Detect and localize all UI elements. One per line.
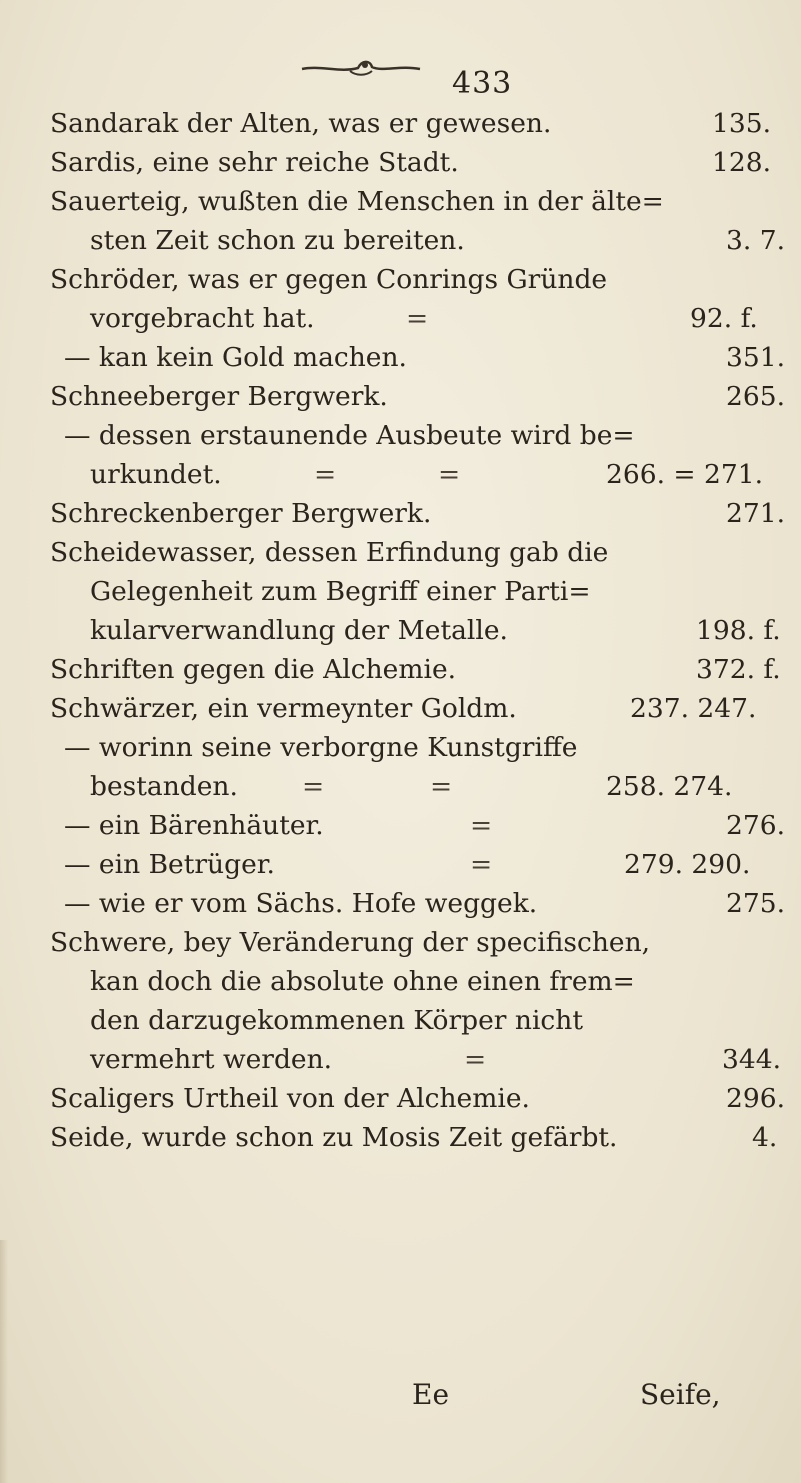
- catchword-left: Ee: [412, 1378, 450, 1411]
- ditto-mark: =: [406, 303, 429, 334]
- page-ref: 4.: [752, 1122, 778, 1153]
- entry-text: Gelegenheit zum Begriff einer Parti=: [90, 576, 591, 607]
- index-line: [50, 377, 790, 416]
- entry-text: Schriften gegen die Alchemie.: [50, 654, 457, 685]
- entry-text: Schwärzer, ein vermeynter Goldm.: [50, 693, 517, 724]
- entry-text: sten Zeit schon zu bereiten.: [90, 225, 465, 256]
- page-ref: 351.: [726, 342, 786, 373]
- entry-text: den darzugekommenen Körper nicht: [90, 1005, 583, 1036]
- catchword-right: Seife,: [640, 1378, 721, 1411]
- entry-text: — kan kein Gold machen.: [64, 342, 407, 373]
- entry-text: — worinn seine verborgne Kunstgriffe: [64, 732, 578, 763]
- entry-text: Schröder, was er gegen Conrings Gründe: [50, 264, 608, 295]
- index-line: [50, 260, 790, 299]
- ornament-icon: [300, 56, 422, 78]
- index-line: [50, 299, 790, 338]
- page-edge: [0, 1240, 8, 1483]
- page-ref: 198. f.: [696, 615, 781, 646]
- page-ref: 296.: [726, 1083, 786, 1114]
- entry-text: — dessen erstaunende Ausbeute wird be=: [64, 420, 635, 451]
- entry-text: — ein Betrüger.: [64, 849, 275, 880]
- index-line: [50, 416, 790, 455]
- entry-text: Seide, wurde schon zu Mosis Zeit gefärbt.: [50, 1122, 618, 1153]
- page-ref: 265.: [726, 381, 786, 412]
- entry-text: Schneeberger Bergwerk.: [50, 381, 388, 412]
- page-ref: 344.: [722, 1044, 782, 1075]
- page-number: 433: [452, 66, 513, 101]
- entry-text: bestanden.: [90, 771, 238, 802]
- page-ref: 372. f.: [696, 654, 781, 685]
- index-line: [50, 533, 790, 572]
- entry-text: Sandarak der Alten, was er gewesen.: [50, 108, 552, 139]
- index-line: [50, 650, 790, 689]
- page-ref: 92. f.: [690, 303, 758, 334]
- index-line: [50, 221, 790, 260]
- page-ref: 271.: [726, 498, 786, 529]
- entry-text: kularverwandlung der Metalle.: [90, 615, 508, 646]
- index-line: [50, 182, 790, 221]
- entry-text: Scheidewasser, dessen Erfindung gab die: [50, 537, 609, 568]
- ditto-mark: =: [464, 1044, 487, 1075]
- index-line: [50, 689, 790, 728]
- page-ref: 279. 290.: [624, 849, 751, 880]
- index-line: [50, 923, 790, 962]
- page-ref: 128.: [712, 147, 772, 178]
- index-line: [50, 455, 790, 494]
- index-line: [50, 884, 790, 923]
- page-ref: 275.: [726, 888, 786, 919]
- index-line: [50, 1079, 790, 1118]
- index-entries: [50, 104, 790, 1157]
- index-line: [50, 962, 790, 1001]
- ditto-mark: =: [430, 771, 453, 802]
- page-ref: 135.: [712, 108, 772, 139]
- entry-text: — wie er vom Sächs. Hofe weggek.: [64, 888, 538, 919]
- page-ref: 237. 247.: [630, 693, 757, 724]
- index-line: [50, 104, 790, 143]
- entry-text: kan doch die absolute ohne einen frem=: [90, 966, 635, 997]
- index-line: [50, 143, 790, 182]
- index-line: [50, 845, 790, 884]
- index-line: [50, 1001, 790, 1040]
- page-ref: 3. 7.: [726, 225, 785, 256]
- page-ref: 266. = 271.: [606, 459, 764, 490]
- entry-text: Scaligers Urtheil von der Alchemie.: [50, 1083, 530, 1114]
- index-line: [50, 338, 790, 377]
- index-line: [50, 806, 790, 845]
- entry-text: vermehrt werden.: [90, 1044, 333, 1075]
- entry-text: Schwere, bey Veränderung der specifischen,: [50, 927, 651, 958]
- page-ref: 258. 274.: [606, 771, 733, 802]
- entry-text: Sardis, eine sehr reiche Stadt.: [50, 147, 459, 178]
- entry-text: Schreckenberger Bergwerk.: [50, 498, 432, 529]
- entry-text: — ein Bärenhäuter.: [64, 810, 324, 841]
- ditto-mark: =: [470, 849, 493, 880]
- index-line: [50, 1040, 790, 1079]
- index-line: [50, 611, 790, 650]
- index-line: [50, 572, 790, 611]
- entry-text: urkundet.: [90, 459, 222, 490]
- ditto-mark: =: [314, 459, 337, 490]
- index-line: [50, 767, 790, 806]
- ditto-mark: =: [438, 459, 461, 490]
- index-line: [50, 494, 790, 533]
- page-ref: 276.: [726, 810, 786, 841]
- index-line: [50, 728, 790, 767]
- entry-text: vorgebracht hat.: [90, 303, 315, 334]
- entry-text: Sauerteig, wußten die Menschen in der älte=: [50, 186, 664, 217]
- index-line: [50, 1118, 790, 1157]
- ditto-mark: =: [302, 771, 325, 802]
- ditto-mark: =: [470, 810, 493, 841]
